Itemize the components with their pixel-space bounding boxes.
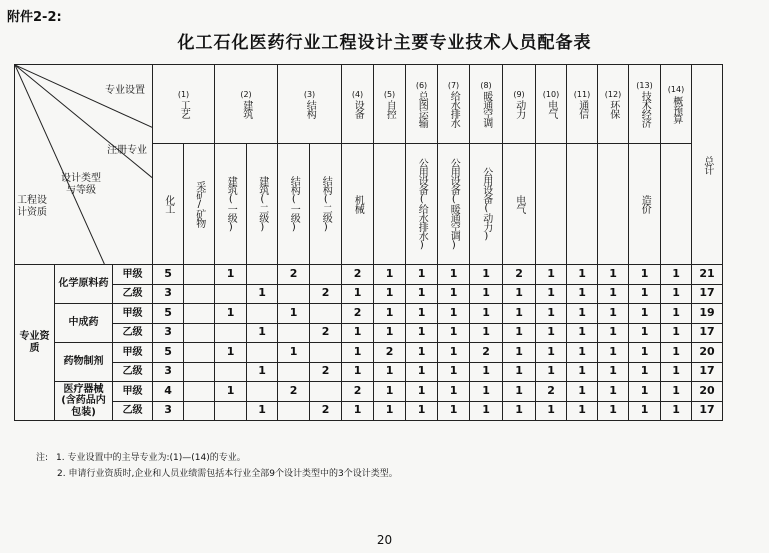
staff-count-cell: 1 bbox=[438, 362, 470, 382]
staff-count-cell: 1 bbox=[247, 401, 278, 421]
staff-count-cell: 1 bbox=[503, 343, 536, 363]
major-number: (10) bbox=[542, 89, 560, 99]
staff-count-cell: 1 bbox=[406, 362, 438, 382]
page-title: 化工石化医药行业工程设计主要专业技术人员配备表 bbox=[177, 33, 592, 53]
staff-count-cell bbox=[184, 401, 215, 421]
staff-count-cell: 1 bbox=[567, 323, 598, 343]
staff-count-cell: 2 bbox=[536, 382, 567, 402]
staff-count-cell: 1 bbox=[567, 401, 598, 421]
staff-count-cell bbox=[310, 382, 342, 402]
staff-count-cell: 1 bbox=[629, 284, 661, 304]
staff-count-cell: 1 bbox=[536, 401, 567, 421]
major-number: (4) bbox=[351, 89, 364, 99]
registered-label: 造价 bbox=[639, 195, 651, 213]
staff-count-cell: 3 bbox=[153, 284, 184, 304]
staff-count-cell bbox=[215, 401, 247, 421]
staff-count-cell: 1 bbox=[629, 362, 661, 382]
major-header bbox=[215, 65, 278, 144]
staff-count-cell: 1 bbox=[342, 323, 374, 343]
grade-level: 乙级 bbox=[113, 323, 153, 343]
grade-level: 甲级 bbox=[113, 382, 153, 402]
registered-header bbox=[278, 144, 310, 265]
staff-count-cell: 1 bbox=[629, 265, 661, 285]
staff-count-cell: 2 bbox=[310, 362, 342, 382]
registered-header bbox=[215, 144, 247, 265]
staff-count-cell: 1 bbox=[374, 323, 406, 343]
staff-count-cell: 2 bbox=[342, 304, 374, 324]
staff-count-cell: 1 bbox=[438, 382, 470, 402]
staff-count-cell: 1 bbox=[661, 323, 692, 343]
staff-count-cell: 1 bbox=[215, 382, 247, 402]
staff-count-cell: 1 bbox=[438, 265, 470, 285]
grade-level: 乙级 bbox=[113, 362, 153, 382]
corner-major-label: 专业设置 bbox=[105, 85, 145, 96]
registered-label: 建筑(一级) bbox=[225, 176, 237, 232]
registered-label: 公用设备(给水排水) bbox=[416, 158, 428, 250]
staff-count-cell: 1 bbox=[598, 343, 629, 363]
major-name: 通信 bbox=[576, 100, 588, 119]
staff-count-cell: 1 bbox=[406, 265, 438, 285]
attachment-label: 附件2-2: bbox=[7, 10, 62, 25]
registered-header bbox=[567, 144, 598, 265]
staff-count-cell: 1 bbox=[503, 323, 536, 343]
staff-count-cell: 1 bbox=[278, 343, 310, 363]
staff-count-cell bbox=[310, 304, 342, 324]
staff-count-cell: 1 bbox=[342, 284, 374, 304]
major-header bbox=[470, 65, 503, 144]
total-cell: 17 bbox=[692, 401, 723, 421]
staff-count-cell: 1 bbox=[661, 284, 692, 304]
staff-count-cell bbox=[278, 323, 310, 343]
grade-level: 乙级 bbox=[113, 401, 153, 421]
staff-count-cell: 5 bbox=[153, 304, 184, 324]
staff-count-cell: 1 bbox=[438, 304, 470, 324]
staff-count-cell: 1 bbox=[629, 382, 661, 402]
major-number: (11) bbox=[573, 89, 591, 99]
staff-count-cell bbox=[247, 382, 278, 402]
major-header bbox=[342, 65, 374, 144]
design-type: 药物制剂 bbox=[55, 343, 113, 382]
staff-count-cell: 1 bbox=[598, 323, 629, 343]
registered-header bbox=[342, 144, 374, 265]
staff-count-cell: 1 bbox=[374, 401, 406, 421]
major-number: (9) bbox=[513, 89, 525, 99]
major-number: (1) bbox=[177, 89, 190, 99]
staff-count-cell: 1 bbox=[661, 265, 692, 285]
staff-count-cell bbox=[247, 343, 278, 363]
staff-count-cell bbox=[215, 284, 247, 304]
total-cell: 17 bbox=[692, 284, 723, 304]
registered-header bbox=[598, 144, 629, 265]
staff-count-cell: 3 bbox=[153, 362, 184, 382]
major-number: (3) bbox=[303, 89, 316, 99]
corner-header bbox=[15, 65, 153, 265]
major-header bbox=[374, 65, 406, 144]
staff-count-cell: 1 bbox=[247, 362, 278, 382]
major-name: 总图运输 bbox=[416, 91, 428, 128]
registered-label: 建筑(二级) bbox=[256, 176, 268, 232]
staff-count-cell: 1 bbox=[598, 284, 629, 304]
staff-count-cell: 1 bbox=[567, 343, 598, 363]
staff-count-cell: 1 bbox=[374, 304, 406, 324]
staff-count-cell: 1 bbox=[598, 362, 629, 382]
registered-label: 机械 bbox=[352, 195, 364, 213]
staff-count-cell: 1 bbox=[598, 304, 629, 324]
staff-count-cell: 1 bbox=[567, 304, 598, 324]
staff-count-cell bbox=[278, 362, 310, 382]
registered-header bbox=[470, 144, 503, 265]
major-name: 给水排水 bbox=[448, 91, 460, 128]
staff-count-cell: 1 bbox=[438, 284, 470, 304]
staff-count-cell: 1 bbox=[406, 304, 438, 324]
staff-count-cell bbox=[215, 362, 247, 382]
staff-count-cell: 2 bbox=[278, 382, 310, 402]
notes-label: 注: bbox=[36, 453, 49, 463]
major-number: (5) bbox=[383, 89, 396, 99]
major-name: 工艺 bbox=[178, 100, 190, 119]
major-number: (8) bbox=[480, 80, 492, 90]
design-type: 医疗器械(含药品内包装) bbox=[55, 382, 113, 421]
major-header bbox=[503, 65, 536, 144]
staff-count-cell bbox=[184, 343, 215, 363]
staff-count-cell: 3 bbox=[153, 401, 184, 421]
staff-count-cell: 1 bbox=[470, 265, 503, 285]
registered-label: 结构(一级) bbox=[288, 176, 300, 232]
staff-count-cell: 1 bbox=[470, 304, 503, 324]
major-header bbox=[406, 65, 438, 144]
major-header bbox=[278, 65, 342, 144]
staff-count-cell bbox=[310, 265, 342, 285]
registered-label: 电气 bbox=[513, 195, 525, 213]
staff-count-cell: 1 bbox=[247, 323, 278, 343]
staff-count-cell: 1 bbox=[438, 343, 470, 363]
staff-count-cell: 1 bbox=[406, 343, 438, 363]
table-row bbox=[15, 265, 755, 285]
staff-count-cell bbox=[215, 323, 247, 343]
grade-level: 甲级 bbox=[113, 304, 153, 324]
total-cell: 19 bbox=[692, 304, 723, 324]
staff-count-cell: 1 bbox=[536, 284, 567, 304]
staff-count-cell: 1 bbox=[470, 382, 503, 402]
staff-count-cell: 2 bbox=[310, 284, 342, 304]
registered-header bbox=[153, 144, 184, 265]
staff-count-cell: 1 bbox=[342, 401, 374, 421]
staff-count-cell: 1 bbox=[536, 362, 567, 382]
registered-label: 结构(二级) bbox=[320, 176, 332, 232]
staff-count-cell bbox=[184, 284, 215, 304]
staff-count-cell: 1 bbox=[661, 401, 692, 421]
staff-count-cell: 1 bbox=[598, 382, 629, 402]
page-number: 20 bbox=[376, 533, 393, 547]
staff-count-cell: 1 bbox=[567, 382, 598, 402]
major-number: (13) bbox=[636, 80, 653, 90]
table-row bbox=[15, 304, 755, 324]
registered-header bbox=[629, 144, 661, 265]
staff-count-cell: 1 bbox=[536, 323, 567, 343]
staff-count-cell: 1 bbox=[661, 382, 692, 402]
staff-count-cell: 1 bbox=[374, 362, 406, 382]
staff-count-cell bbox=[310, 343, 342, 363]
staff-count-cell bbox=[184, 304, 215, 324]
total-cell: 17 bbox=[692, 323, 723, 343]
staff-count-cell: 1 bbox=[661, 304, 692, 324]
staff-count-cell: 2 bbox=[470, 343, 503, 363]
major-name: 电气 bbox=[545, 100, 557, 119]
staff-count-cell: 1 bbox=[661, 362, 692, 382]
staff-count-cell: 2 bbox=[310, 323, 342, 343]
major-number: (7) bbox=[447, 80, 460, 90]
staff-count-cell: 1 bbox=[438, 401, 470, 421]
table-row bbox=[15, 343, 755, 363]
total-header-label: 总计 bbox=[701, 155, 713, 174]
major-header bbox=[629, 65, 661, 144]
staff-count-cell: 1 bbox=[278, 304, 310, 324]
staff-count-cell bbox=[278, 284, 310, 304]
staff-count-cell: 1 bbox=[215, 265, 247, 285]
staff-count-cell: 1 bbox=[503, 362, 536, 382]
staff-count-cell: 1 bbox=[598, 401, 629, 421]
major-header bbox=[153, 65, 215, 144]
staff-count-cell: 1 bbox=[567, 362, 598, 382]
staff-count-cell: 1 bbox=[536, 343, 567, 363]
staff-count-cell: 1 bbox=[503, 382, 536, 402]
staff-count-cell: 1 bbox=[503, 304, 536, 324]
grade-level: 甲级 bbox=[113, 265, 153, 285]
staff-count-cell: 5 bbox=[153, 343, 184, 363]
major-name: 暖通空调 bbox=[480, 91, 492, 128]
group-label: 专业资质 bbox=[15, 265, 55, 421]
staff-count-cell bbox=[247, 304, 278, 324]
major-header bbox=[661, 65, 692, 144]
staff-count-cell: 1 bbox=[470, 323, 503, 343]
staff-count-cell: 1 bbox=[629, 323, 661, 343]
staff-count-cell: 1 bbox=[374, 284, 406, 304]
registered-header bbox=[536, 144, 567, 265]
staff-count-cell bbox=[184, 362, 215, 382]
staff-count-cell: 2 bbox=[503, 265, 536, 285]
staff-count-cell: 1 bbox=[374, 382, 406, 402]
registered-label: 化工 bbox=[162, 195, 174, 213]
staff-count-cell: 1 bbox=[629, 343, 661, 363]
staff-count-cell: 1 bbox=[406, 284, 438, 304]
staff-count-cell: 5 bbox=[153, 265, 184, 285]
major-header bbox=[567, 65, 598, 144]
major-number: (12) bbox=[604, 89, 622, 99]
staff-count-cell: 2 bbox=[342, 265, 374, 285]
staff-count-cell: 1 bbox=[342, 343, 374, 363]
grade-level: 甲级 bbox=[113, 343, 153, 363]
total-cell: 20 bbox=[692, 343, 723, 363]
staff-count-cell: 1 bbox=[406, 382, 438, 402]
table-row bbox=[15, 401, 755, 421]
design-type: 中成药 bbox=[55, 304, 113, 343]
registered-header bbox=[503, 144, 536, 265]
corner-registered-label: 注册专业 bbox=[107, 145, 147, 156]
staff-count-cell: 1 bbox=[406, 323, 438, 343]
table-row bbox=[15, 323, 755, 343]
staff-count-cell: 1 bbox=[503, 284, 536, 304]
staff-count-cell: 1 bbox=[629, 401, 661, 421]
major-header bbox=[438, 65, 470, 144]
major-name: 建筑 bbox=[240, 100, 252, 119]
staff-count-cell: 1 bbox=[438, 323, 470, 343]
staff-count-cell: 1 bbox=[661, 343, 692, 363]
major-name: 概预算 bbox=[670, 95, 682, 123]
registered-header bbox=[310, 144, 342, 265]
total-cell: 21 bbox=[692, 265, 723, 285]
registered-header bbox=[438, 144, 470, 265]
major-header bbox=[536, 65, 567, 144]
major-name: 结构 bbox=[304, 100, 316, 119]
major-number: (14) bbox=[667, 85, 685, 95]
staffing-table bbox=[14, 64, 755, 421]
staff-count-cell: 1 bbox=[215, 304, 247, 324]
grade-level: 乙级 bbox=[113, 284, 153, 304]
table-row bbox=[15, 362, 755, 382]
registered-header bbox=[374, 144, 406, 265]
staff-count-cell: 1 bbox=[567, 284, 598, 304]
staff-count-cell: 4 bbox=[153, 382, 184, 402]
corner-qualification-label: 工程设计资质 bbox=[17, 195, 47, 218]
staff-count-cell bbox=[184, 323, 215, 343]
major-number: (6) bbox=[415, 80, 428, 90]
major-name: 设备 bbox=[352, 100, 364, 119]
major-name: 环保 bbox=[607, 100, 619, 119]
total-cell: 20 bbox=[692, 382, 723, 402]
staff-count-cell: 1 bbox=[536, 304, 567, 324]
staff-count-cell: 1 bbox=[215, 343, 247, 363]
note-1: 1. 专业设置中的主导专业为:(1)—(14)的专业。 bbox=[56, 453, 246, 463]
staff-count-cell: 1 bbox=[503, 401, 536, 421]
major-number: (2) bbox=[240, 89, 252, 99]
staff-count-cell: 2 bbox=[278, 265, 310, 285]
table-row bbox=[15, 382, 755, 402]
staff-count-cell: 1 bbox=[406, 401, 438, 421]
staff-count-cell: 1 bbox=[598, 265, 629, 285]
staff-count-cell: 1 bbox=[247, 284, 278, 304]
staff-count-cell bbox=[247, 265, 278, 285]
staff-count-cell: 1 bbox=[536, 265, 567, 285]
table-row bbox=[15, 284, 755, 304]
staff-count-cell: 1 bbox=[567, 265, 598, 285]
staff-count-cell: 1 bbox=[470, 362, 503, 382]
corner-design-type-label: 设计类型与等级 bbox=[61, 173, 101, 196]
registered-header bbox=[406, 144, 438, 265]
staff-count-cell bbox=[184, 382, 215, 402]
registered-header bbox=[184, 144, 215, 265]
registered-label: 采矿/矿物 bbox=[193, 181, 205, 227]
registered-label: 公用设备(暖通空调) bbox=[448, 158, 460, 250]
major-header bbox=[598, 65, 629, 144]
staff-count-cell: 3 bbox=[153, 323, 184, 343]
major-name: 动力 bbox=[513, 100, 525, 119]
major-name: 技术经济 bbox=[639, 91, 651, 128]
staff-count-cell: 1 bbox=[470, 401, 503, 421]
note-2: 2. 申请行业资质时,企业和人员业绩需包括本行业全部9个设计类型中的3个设计类型。 bbox=[57, 469, 398, 479]
staff-count-cell: 1 bbox=[629, 304, 661, 324]
staff-count-cell: 1 bbox=[470, 284, 503, 304]
staff-count-cell: 1 bbox=[342, 362, 374, 382]
staff-count-cell: 2 bbox=[342, 382, 374, 402]
staff-count-cell: 2 bbox=[374, 343, 406, 363]
major-name: 自控 bbox=[384, 100, 396, 119]
total-cell: 17 bbox=[692, 362, 723, 382]
total-header bbox=[692, 65, 723, 265]
staff-count-cell bbox=[278, 401, 310, 421]
registered-header bbox=[247, 144, 278, 265]
staff-count-cell: 2 bbox=[310, 401, 342, 421]
staff-count-cell bbox=[184, 265, 215, 285]
design-type: 化学原料药 bbox=[55, 265, 113, 304]
staff-count-cell: 1 bbox=[374, 265, 406, 285]
registered-label: 公用设备(动力) bbox=[480, 167, 492, 241]
